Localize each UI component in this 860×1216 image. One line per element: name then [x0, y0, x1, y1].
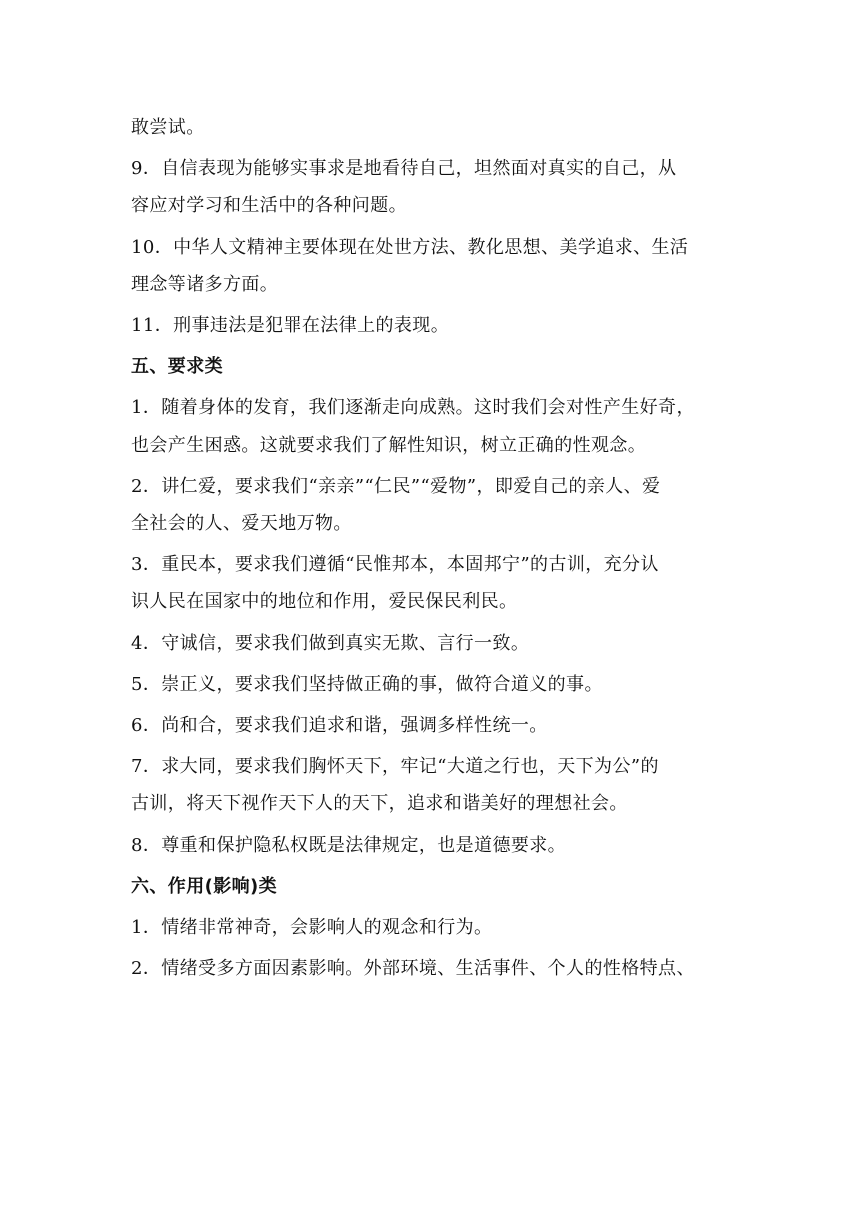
- paragraph-line: 6．尚和合，要求我们追求和谐，强调多样性统一。: [131, 715, 548, 736]
- list-item: [131, 229, 688, 303]
- paragraph-line: 8．尊重和保护隐私权既是法律规定，也是道德要求。: [131, 834, 567, 856]
- paragraph-line: 4．守诚信，要求我们做到真实无欺、言行一致。: [131, 632, 530, 654]
- continued-paragraph: [131, 109, 205, 146]
- list-item: [131, 150, 676, 224]
- heading-text: 六、作用(影响)类: [131, 875, 278, 897]
- paragraph-line: 2．讲仁爱，要求我们“亲亲”“仁民”“爱物”，即爱自己的亲人、爱: [131, 475, 661, 497]
- section-heading: [131, 348, 223, 385]
- paragraph-line: 1．情绪非常神奇，会影响人的观念和行为。: [131, 917, 493, 938]
- list-item: [131, 468, 660, 542]
- paragraph-line: 1．随着身体的发育，我们逐渐走向成熟。这时我们会对性产生好奇，: [131, 397, 695, 419]
- list-item: [131, 950, 695, 987]
- list-item: [131, 625, 529, 662]
- heading-text: 五、要求类: [131, 356, 223, 378]
- paragraph-line: 3．重民本，要求我们遵循“民惟邦本，本固邦宁”的古训，充分认: [131, 554, 659, 576]
- paragraph-line: 容应对学习和生活中的各种问题。: [131, 195, 407, 217]
- paragraph-line: 11．刑事违法是犯罪在法律上的表现。: [131, 315, 450, 336]
- list-item: [131, 827, 566, 864]
- paragraph-line: 也会产生困惑。这就要求我们了解性知识，树立正确的性观念。: [131, 434, 647, 456]
- paragraph-line: 2．情绪受多方面因素影响。外部环境、生活事件、个人的性格特点、: [131, 958, 695, 980]
- section-heading: [131, 868, 277, 905]
- list-item: [131, 707, 548, 744]
- paragraph-line: 理念等诸多方面。: [131, 273, 279, 295]
- list-item: [131, 909, 492, 946]
- paragraph-line: 5．崇正义，要求我们坚持做正确的事，做符合道义的事。: [131, 673, 603, 695]
- list-item: [131, 546, 659, 620]
- list-item: [131, 389, 695, 463]
- paragraph-line: 全社会的人、爱天地万物。: [131, 512, 352, 534]
- paragraph-line: 识人民在国家中的地位和作用，爱民保民利民。: [131, 591, 518, 613]
- list-item: [131, 307, 449, 344]
- paragraph-line: 10．中华人文精神主要体现在处世方法、教化思想、美学追求、生活: [131, 236, 689, 258]
- paragraph-line: 7．求大同，要求我们胸怀天下，牢记“大道之行也，天下为公”的: [131, 756, 659, 778]
- list-item: [131, 666, 603, 703]
- paragraph-line: 9．自信表现为能够实事求是地看待自己，坦然面对真实的自己，从: [131, 158, 677, 180]
- paragraph-line: 敢尝试。: [131, 117, 205, 138]
- paragraph-line: 古训，将天下视作天下人的天下，追求和谐美好的理想社会。: [131, 793, 628, 815]
- list-item: [131, 748, 659, 822]
